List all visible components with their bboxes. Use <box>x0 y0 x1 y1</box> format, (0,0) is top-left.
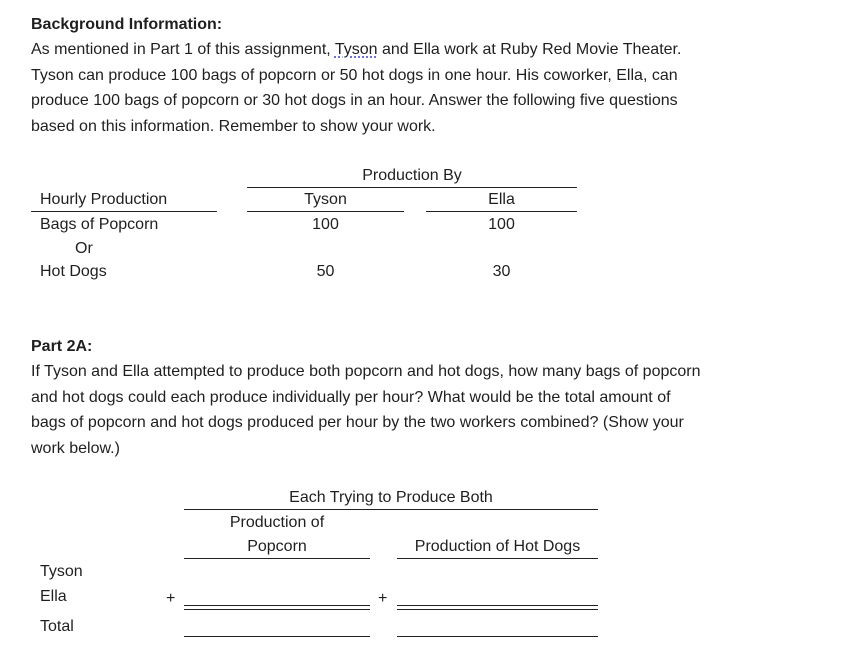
or-label: Or <box>75 240 93 257</box>
each-trying-rule <box>184 509 598 510</box>
background-line-3: produce 100 bags of popcorn or 30 hot dogs in an hour. Answer the following five questions <box>31 92 678 109</box>
bags-of-popcorn-label: Bags of Popcorn <box>40 216 159 233</box>
production-by-header: Production By <box>362 167 462 184</box>
background-line-1: As mentioned in Part 1 of this assignment, Tyson and Ella work at Ruby Red Movie Theater. <box>31 41 682 58</box>
plus-sign-hotdogs: + <box>378 590 388 607</box>
row-label-ella: Ella <box>40 588 67 605</box>
ella-hotdogs-answer-line[interactable] <box>397 605 598 606</box>
production-by-rule <box>247 187 577 188</box>
hot-dogs-label: Hot Dogs <box>40 263 107 280</box>
tyson-header-rule <box>247 211 404 212</box>
hourly-production-header: Hourly Production <box>40 191 168 208</box>
tyson-popcorn-value: 100 <box>312 216 339 233</box>
tyson-name-spellcheck: Tyson <box>334 41 378 58</box>
part-2a-line-3: bags of popcorn and hot dogs produced per hour by the two workers combined? (Show your <box>31 414 684 431</box>
total-hotdogs-answer-line[interactable] <box>397 636 598 637</box>
ella-column-header: Ella <box>488 191 515 208</box>
ella-header-rule <box>426 211 577 212</box>
ella-popcorn-answer-line-2 <box>184 609 370 610</box>
popcorn-column-header-line-1: Production of <box>229 514 325 531</box>
hotdogs-header-rule <box>397 558 598 559</box>
ella-popcorn-answer-line[interactable] <box>184 605 370 606</box>
hotdogs-column-header: Production of Hot Dogs <box>414 538 581 555</box>
part-2a-line-4: work below.) <box>31 439 120 457</box>
row-label-tyson: Tyson <box>40 563 83 580</box>
part-2a-heading: Part 2A: <box>31 338 93 355</box>
ella-hotdogs-answer-line-2 <box>397 609 598 610</box>
tyson-hotdogs-value: 50 <box>316 263 335 280</box>
part-2a-line-2: and hot dogs could each produce individually per hour? What would be the total amount of <box>31 388 671 406</box>
background-paragraph <box>31 37 821 139</box>
ella-popcorn-value: 100 <box>488 216 515 233</box>
ella-hotdogs-value: 30 <box>492 263 511 280</box>
popcorn-header-rule <box>184 558 370 559</box>
part-2a-line-1: If Tyson and Ella attempted to produce both popcorn and hot dogs, how many bags of popcorn <box>31 363 701 380</box>
plus-sign-popcorn: + <box>166 590 176 607</box>
row-label-total: Total <box>40 618 74 635</box>
popcorn-column-header-line-2: Popcorn <box>247 538 307 555</box>
background-line-4: based on this information. Remember to show your work. <box>31 117 436 135</box>
row-header-rule <box>31 211 217 212</box>
each-trying-header: Each Trying to Produce Both <box>289 489 493 506</box>
background-line-2: Tyson can produce 100 bags of popcorn or 50 hot dogs in one hour. His coworker, Ella, can <box>31 66 678 84</box>
total-popcorn-answer-line[interactable] <box>184 636 370 637</box>
tyson-column-header: Tyson <box>304 191 347 208</box>
background-heading: Background Information: <box>31 16 223 33</box>
part-2a-paragraph <box>31 359 821 461</box>
